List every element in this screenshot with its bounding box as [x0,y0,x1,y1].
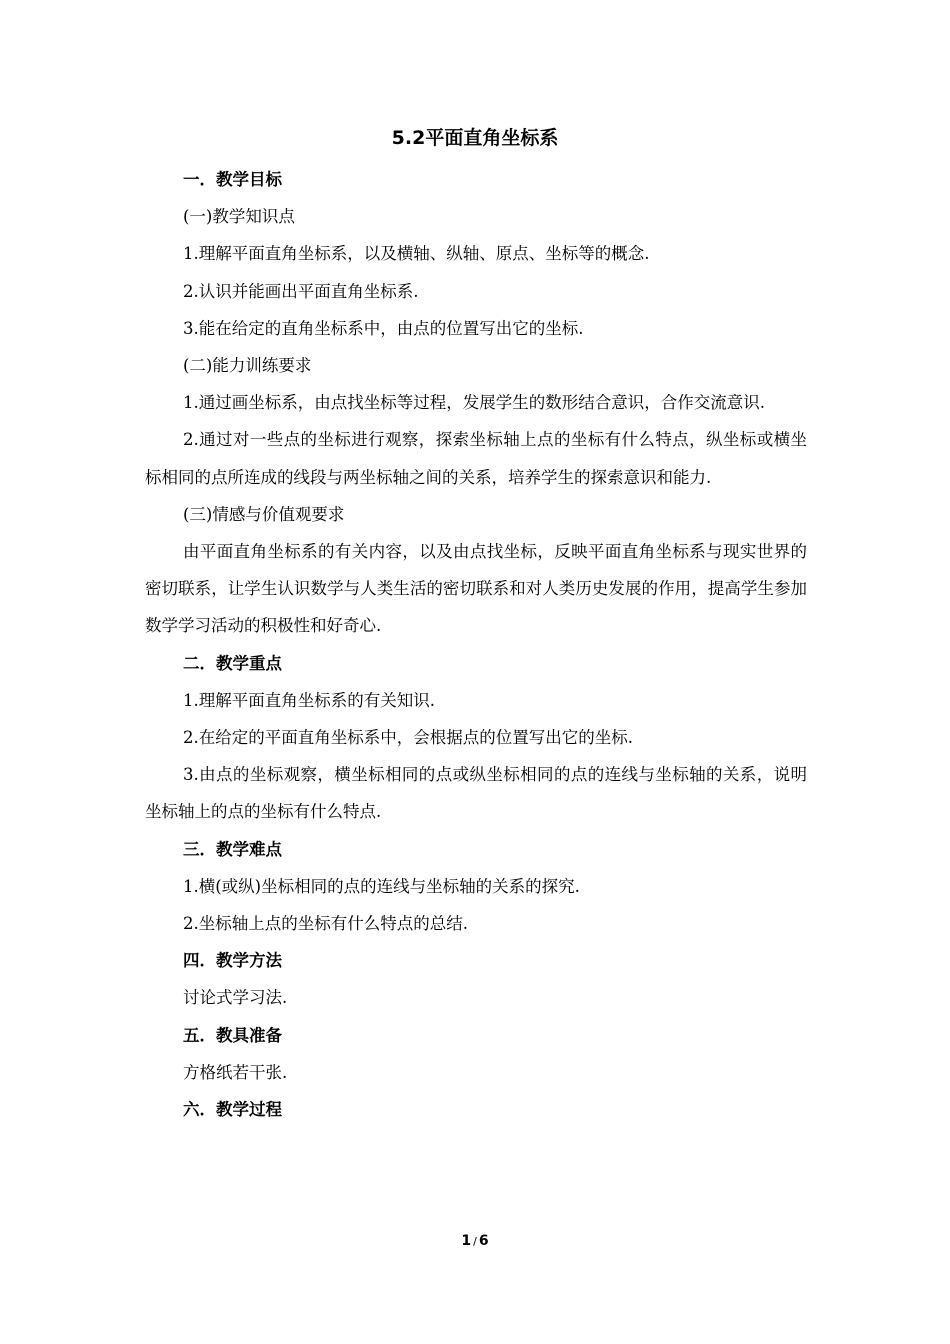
paragraph: 方格纸若干张. [183,1062,288,1082]
paragraph: 2.认识并能画出平面直角坐标系. [183,281,419,301]
total-pages-number: 6 [478,1233,489,1249]
section-heading-key-points: 二．教学重点 [183,653,282,673]
subsection-values: (三)情感与价值观要求 [183,504,345,524]
paragraph: 讨论式学习法. [183,988,288,1008]
section-heading-process: 六．教学过程 [183,1100,282,1120]
paragraph: 由平面直角坐标系的有关内容，以及由点找坐标，反映平面直角坐标系与现实世界的密切联系，让学生认识数学与人类生活的密切联系和对人类历史发展的作用，提高学生参加数学学习活动的积极性和好奇心. [145,542,807,636]
current-page-number: 1 [461,1233,472,1249]
page-number [0,1230,950,1253]
paragraph: 3.由点的坐标观察，横坐标相同的点或纵坐标相同的点的连线与坐标轴的关系，说明坐标轴上的点的坐标有什么特点. [145,765,807,822]
paragraph: 2.通过对一些点的坐标进行观察，探索坐标轴上点的坐标有什么特点，纵坐标或横坐标相同的点所连成的线段与两坐标轴之间的关系，培养学生的探索意识和能力. [145,430,807,487]
paragraph: 1.横(或纵)坐标相同的点的连线与坐标轴的关系的探究. [183,876,580,896]
document-title: 5.2平面直角坐标系 [391,127,559,149]
subsection-ability: (二)能力训练要求 [183,356,312,376]
document-body [145,161,807,1128]
paragraph: 2.坐标轴上点的坐标有什么特点的总结. [183,914,468,934]
paragraph: 1.通过画坐标系，由点找坐标等过程，发展学生的数形结合意识，合作交流意识. [183,393,765,413]
paragraph: 2.在给定的平面直角坐标系中，会根据点的位置写出它的坐标. [183,728,633,748]
section-heading-methods: 四．教学方法 [183,951,282,971]
paragraph: 3.能在给定的直角坐标系中，由点的位置写出它的坐标. [183,318,584,338]
paragraph: 1.理解平面直角坐标系，以及横轴、纵轴、原点、坐标等的概念. [183,244,650,264]
page-separator: / [473,1235,477,1248]
section-heading-materials: 五．教具准备 [183,1025,282,1045]
section-heading-difficulties: 三．教学难点 [183,839,282,859]
subsection-knowledge: (一)教学知识点 [183,207,295,227]
section-heading-objectives: 一．教学目标 [183,170,282,189]
paragraph: 1.理解平面直角坐标系的有关知识. [183,690,435,710]
